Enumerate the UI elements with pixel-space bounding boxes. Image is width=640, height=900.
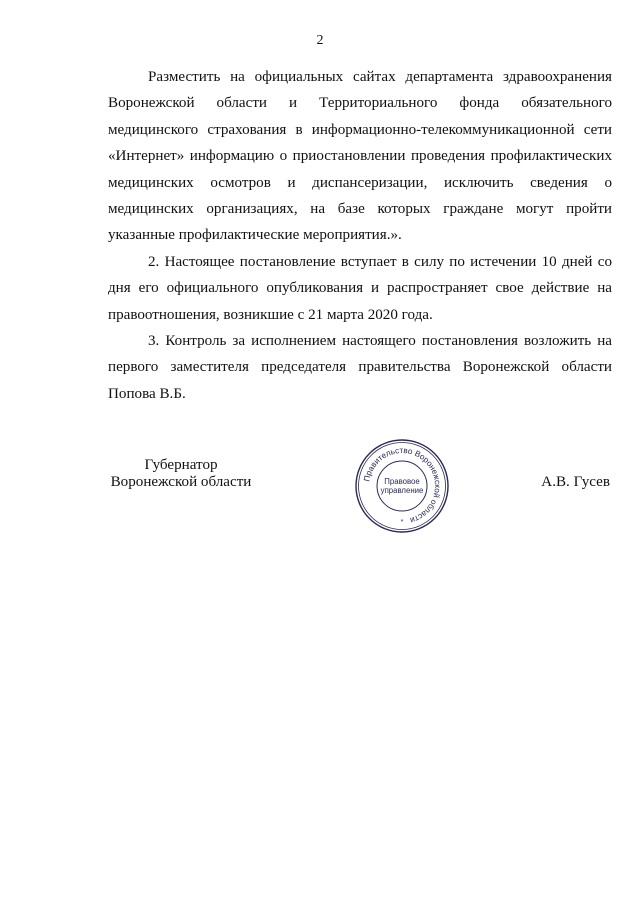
stamp-center-line-2: управление [380, 486, 424, 495]
stamp-star-icon: * [400, 519, 404, 526]
signatory-title-line-2: Воронежской области [110, 474, 252, 490]
signature-block [0, 440, 640, 540]
document-body [108, 64, 612, 407]
paragraph-3: 3. Контроль за исполнением настоящего постановления возложить на первого заместителя председателя правительства Воронежской области Попова В.Б. [108, 333, 612, 402]
signatory-title [106, 457, 256, 491]
signatory-title-line-1: Губернатор [144, 457, 218, 473]
paragraph-2: 2. Настоящее постановление вступает в силу по истечении 10 дней со дня его официального опубликования и распространяет свое действие на правоотношения, возникшие с 21 марта 2020 года. [108, 253, 612, 323]
official-stamp [352, 436, 452, 536]
paragraph-1: Разместить на официальных сайтах департамента здравоохранения Воронежской области и Территориального фонда обязательного медицинского страхования в информационно-телекоммуникационной сети «Интернет» информацию о приостановлении проведения профилактических медицинских осмотров и диспансеризации, исключить сведения о медицинских организациях, на базе которых граждане могут пройти указанные профилактические мероприятия.». [108, 69, 612, 244]
stamp-center-line-1: Правовое [384, 477, 420, 486]
signatory-name: А.В. Гусев [541, 474, 610, 490]
stamp-ring-text: Правительство Воронежской области [362, 445, 443, 525]
page-number: 2 [316, 33, 324, 48]
